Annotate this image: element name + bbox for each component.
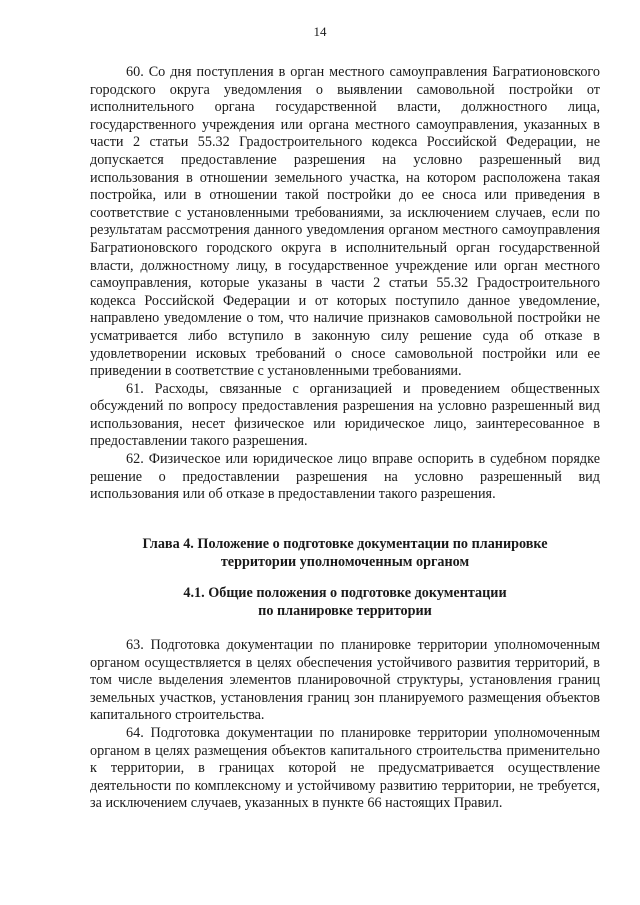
paragraphs-bottom: [90, 637, 600, 813]
chapter-heading-line2: территории уполномоченным органом: [220, 553, 470, 570]
paragraph-60: 60. Со дня поступления в орган местного самоуправления Багратионовского городского округа уведомления о выявлении самовольной постройки от исполнительного органа государственной власти, должностного лица, государственного учреждения или органа местного самоуправления, указанных в части 2 статьи 55.32 Градостроительного кодекса Российской Федерации, не допускается предоставление разрешения на условно разрешенный вид использования в отношении земельного участка, на котором расположена такая постройка, или в отношении такой постройки до ее сноса или приведения в соответствие с установленными требованиями, за исключением случаев, если по результатам рассмотрения данного уведомления органом местного самоуправления Багратионовского городского округа в исполнительный орган государственной власти, должностному лицу, в государственное учреждение или орган местного самоуправления, которые указаны в части 2 статьи 55.32 Градостроительного кодекса Российской Федерации и от которых поступило данное уведомление, направлено уведомление о том, что наличие признаков самовольной постройки не усматривается либо вступило в законную силу решение суда об отказе в удовлетворении исковых требований о сносе самовольной постройки или ее приведении в соответствие с установленными требованиями.: [90, 64, 600, 380]
section-heading-line1: 4.1. Общие положения о подготовке документации: [183, 585, 507, 601]
page-number: 14: [313, 24, 327, 39]
chapter-heading-line1: Глава 4. Положение о подготовке документации по планировке: [142, 536, 548, 552]
paragraph-64: 64. Подготовка документации по планировке территории уполномоченным органом в целях размещения объектов капитального строительства применительно к территории, в границах которой не предусматривается осуществление деятельности по комплексному и устойчивому развитию территории, не требуется, за исключением случаев, указанных в пункте 66 настоящих Правил.: [90, 724, 600, 812]
section-heading-line2: по планировке территории: [258, 602, 432, 619]
paragraph-61: 61. Расходы, связанные с организацией и проведением общественных обсуждений по вопросу предоставления разрешения на условно разрешенный вид использования, несет физическое или юридическое лицо, заинтересованное в предоставлении такого разрешения.: [90, 380, 600, 450]
chapter-heading: [90, 536, 600, 571]
paragraphs-top: [90, 64, 600, 504]
section-heading: [90, 585, 600, 620]
paragraph-62: 62. Физическое или юридическое лицо вправе оспорить в судебном порядке решение о предоставлении разрешения на условно разрешенный вид использования или об отказе в предоставлении такого разрешения.: [90, 451, 600, 503]
paragraph-63: 63. Подготовка документации по планировке территории уполномоченным органом осуществляется в целях обеспечения устойчивого развития территорий, в том числе выделения элементов планировочной структуры, установления границ земельных участков, установления границ зон планируемого размещения объектов капитального строительства.: [90, 637, 600, 724]
